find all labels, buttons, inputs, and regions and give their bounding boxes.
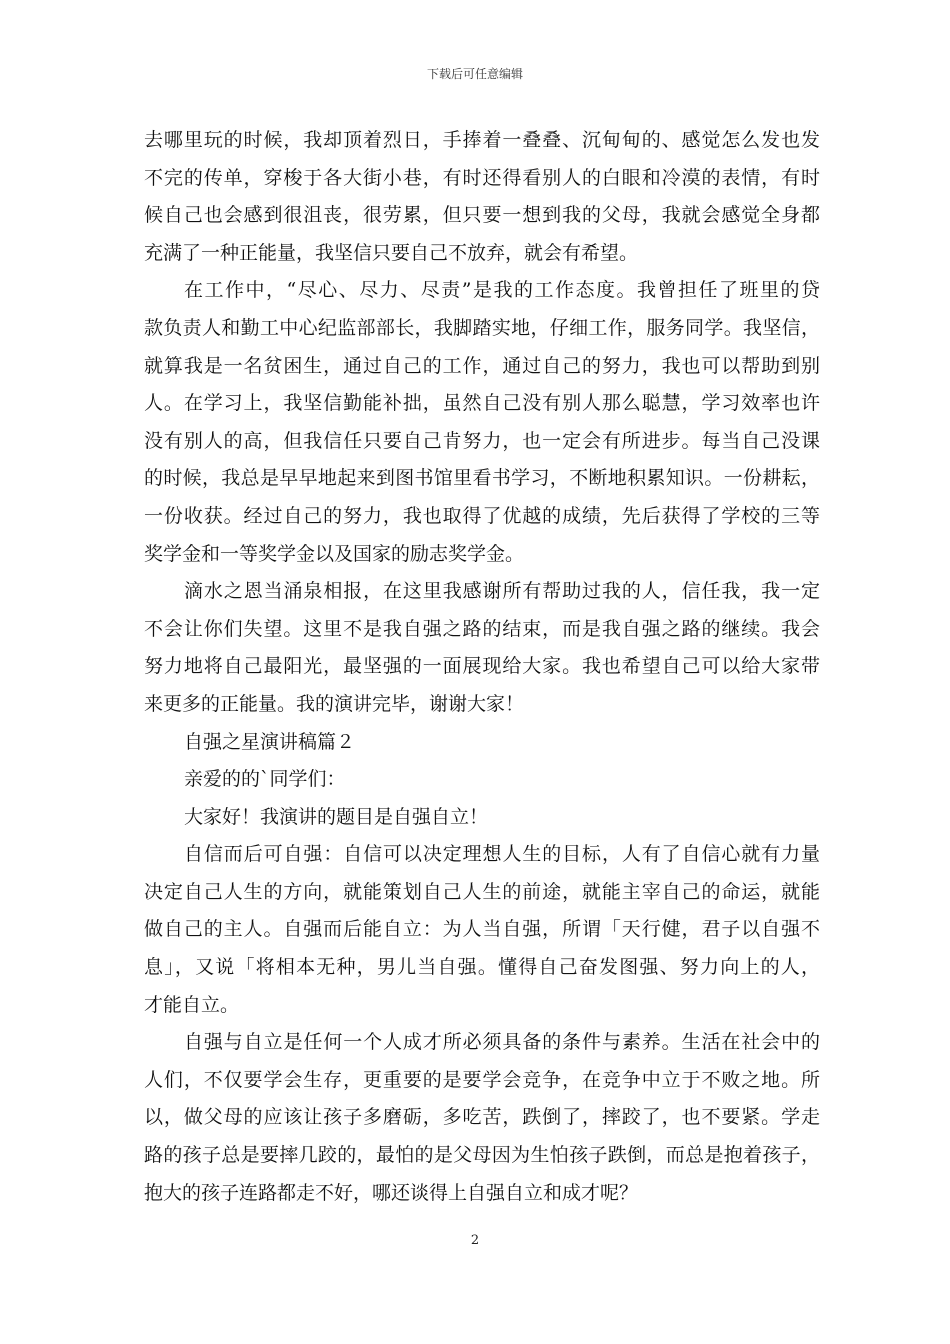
paragraph — [144, 1024, 820, 1212]
text-line: 充满了一种正能量，我坚信只要自己不放弃，就会有希望。 — [144, 241, 639, 264]
text-line: 自强之星演讲稿篇２ — [184, 730, 356, 753]
paragraph — [144, 761, 820, 799]
text-line: 就算我是一名贫困生，通过自己的工作，通过自己的努力，我也可以帮助到别 — [144, 354, 820, 377]
text-line: 滴水之恩当涌泉相报，在这里我感谢所有帮助过我的人，信任我，我一定 — [184, 580, 820, 603]
paragraph — [144, 122, 820, 272]
text-line: 做自己的主人。自强而后能自立：为人当自强，所谓「天行健，君子以自强不 — [144, 918, 820, 941]
text-line: 一份收获。经过自己的努力，我也取得了优越的成绩，先后获得了学校的三等 — [144, 504, 820, 527]
text-line: 大家好！我演讲的题目是自强自立！ — [184, 805, 489, 828]
text-line: 自信而后可自强：自信可以决定理想人生的目标，人有了自信心就有力量 — [184, 843, 820, 866]
text-line: 自强与自立是任何一个人成才所必须具备的条件与素养。生活在社会中的 — [184, 1031, 820, 1054]
page-footer — [0, 1233, 950, 1249]
page-header — [0, 66, 950, 82]
paragraph — [144, 836, 820, 1024]
text-line: 息」，又说「将相本无种，男儿当自强。懂得自己奋发图强、努力向上的人， — [144, 956, 820, 979]
text-line: 决定自己人生的方向，就能策划自己人生的前途，就能主宰自己的命运，就能 — [144, 880, 820, 903]
page-number: 2 — [470, 1233, 480, 1248]
text-line: 以，做父母的应该让孩子多磨砺，多吃苦，跌倒了，摔跤了，也不要紧。学走 — [144, 1106, 820, 1129]
text-line: 不完的传单，穿梭于各大街小巷，有时还得看别人的白眼和冷漠的表情，有时 — [144, 166, 820, 189]
paragraph — [144, 573, 820, 723]
text-line: 抱大的孩子连路都走不好，哪还谈得上自强自立和成才呢？ — [144, 1181, 639, 1204]
text-line: 在工作中，“尽心、尽力、尽责”是我的工作态度。我曾担任了班里的贷 — [184, 279, 820, 302]
text-line: 人们，不仅要学会生存，更重要的是要学会竞争，在竞争中立于不败之地。所 — [144, 1068, 820, 1091]
text-line: 奖学金和一等奖学金以及国家的励志奖学金。 — [144, 542, 525, 565]
text-line: 路的孩子总是要摔几跤的，最怕的是父母因为生怕孩子跌倒，而总是抱着孩子， — [144, 1144, 820, 1167]
text-line: 不会让你们失望。这里不是我自强之路的结束，而是我自强之路的继续。我会 — [144, 617, 820, 640]
text-line: 没有别人的高，但我信任只要自己肯努力，也一定会有所进步。每当自己没课 — [144, 429, 820, 452]
document-body — [144, 122, 820, 1212]
text-line: 去哪里玩的时候，我却顶着烈日，手捧着一叠叠、沉甸甸的、感觉怎么发也发 — [144, 129, 820, 151]
paragraph — [144, 799, 820, 837]
text-line: 候自己也会感到很沮丧，很劳累，但只要一想到我的父母，我就会感觉全身都 — [144, 204, 820, 227]
paragraph — [144, 272, 820, 573]
text-line: 人。在学习上，我坚信勤能补拙，虽然自己没有别人那么聪慧，学习效率也许 — [144, 392, 820, 415]
text-line: 才能自立。 — [144, 993, 240, 1016]
text-line: 的时候，我总是早早地起来到图书馆里看书学习，不断地积累知识。一份耕耘， — [144, 467, 820, 490]
text-line: 来更多的正能量。我的演讲完毕，谢谢大家！ — [144, 692, 525, 715]
text-line: 款负责人和勤工中心纪监部部长，我脚踏实地，仔细工作，服务同学。我坚信， — [144, 316, 820, 339]
paragraph — [144, 724, 820, 762]
text-line: 亲爱的的`同学们： — [184, 768, 346, 791]
header-text: 下载后可任意编辑 — [426, 67, 523, 81]
text-line: 努力地将自己最阳光，最坚强的一面展现给大家。我也希望自己可以给大家带 — [144, 655, 820, 678]
